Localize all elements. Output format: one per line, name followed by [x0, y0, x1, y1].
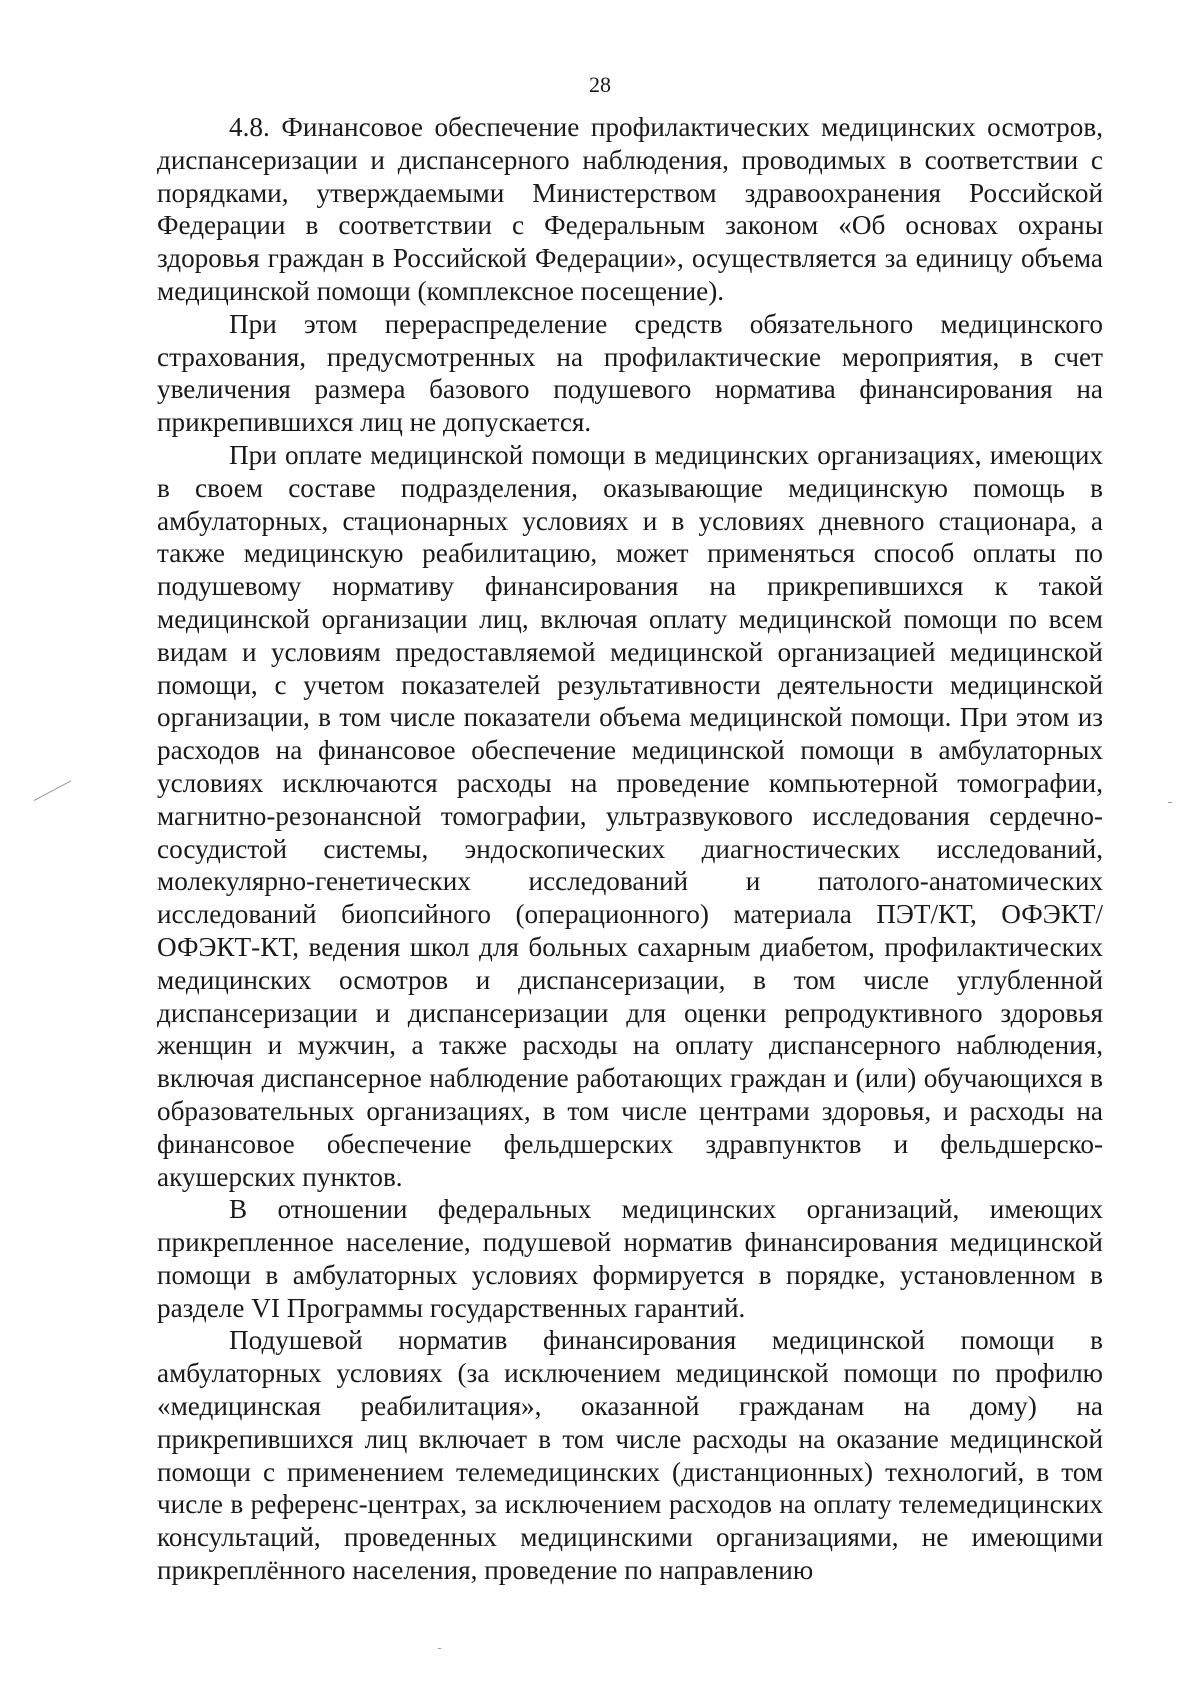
paragraph-4-8-financing: 4.8. Финансовое обеспечение профилактических медицинских осмотров, диспансеризации и диспансерного наблюдения, проводимых в соответствии с порядками, утверждаемыми Министерством здравоохранения Российской Федерации в соответствии с Федеральным законом «Об основах охраны здоровья граждан в Российской Федерации», осуществляется за единицу объема медицинской помощи (комплексное посещение).	[157, 112, 1103, 306]
scan-artifact-left	[34, 780, 72, 801]
scan-artifact-bottom	[438, 1648, 441, 1649]
page-number: 28	[589, 72, 611, 97]
scan-artifact-right	[1168, 802, 1172, 803]
paragraph-per-capita-standard: Подушевой норматив финансирования медицинской помощи в амбулаторных условиях (за исключением медицинской помощи по профилю «медицинская реабилитация», оказанной гражданам на дому) на прикрепившихся лиц включает в том числе расходы на оказание медицинской помощи с применением телемедицинских (дистанционных) технологий, в том числе в референс-центрах, за исключением расходов на оплату телемедицинских консультаций, проведенных медицинскими организациями, не имеющими прикреплённого населения, проведение по направлению	[157, 1325, 1103, 1586]
paragraph-payment-method: При оплате медицинской помощи в медицинских организациях, имеющих в своем составе подразделения, оказывающие медицинскую помощь в амбулаторных, стационарных условиях и в условиях дневного стационара, а также медицинскую реабилитацию, может применяться способ оплаты по подушевому нормативу финансирования на прикрепившихся к такой медицинской организации лиц, включая оплату медицинской помощи по всем видам и условиям предоставляемой медицинской организацией медицинской помощи, с учетом показателей результативности деятельности медицинской организации, в том числе показатели объема медицинской помощи. При этом из расходов на финансовое обеспечение медицинской помощи в амбулаторных условиях исключаются расходы на проведение компьютерной томографии, магнитно-резонансной томографии, ультразвукового исследования сердечно-сосудистой системы, эндоскопических диагностических исследований, молекулярно-генетических исследований и патолого-анатомических исследований биопсийного (операционного) материала ПЭТ/КТ, ОФЭКТ/ОФЭКТ-КТ, ведения школ для больных сахарным диабетом, профилактических медицинских осмотров и диспансеризации, в том числе углубленной диспансеризации и диспансеризации для оценки репродуктивного здоровья женщин и мужчин, а также расходы на оплату диспансерного наблюдения, включая диспансерное наблюдение работающих граждан и (или) обучающихся в образовательных организациях, в том числе центрами здоровья, и расходы на финансовое обеспечение фельдшерских здравпунктов и фельдшерско-акушерских пунктов.	[157, 439, 1103, 1192]
paragraph-federal-organizations: В отношении федеральных медицинских организаций, имеющих прикрепленное население, подушевой норматив финансирования медицинской помощи в амбулаторных условиях формируется в порядке, установленном в разделе VI Программы государственных гарантий.	[157, 1194, 1103, 1323]
document-body	[157, 111, 1103, 1587]
paragraph-redistribution: При этом перераспределение средств обязательного медицинского страхования, предусмотренных на профилактические мероприятия, в счет увеличения размера базового подушевого норматива финансирования на прикрепившихся лиц не допускается.	[157, 308, 1103, 438]
